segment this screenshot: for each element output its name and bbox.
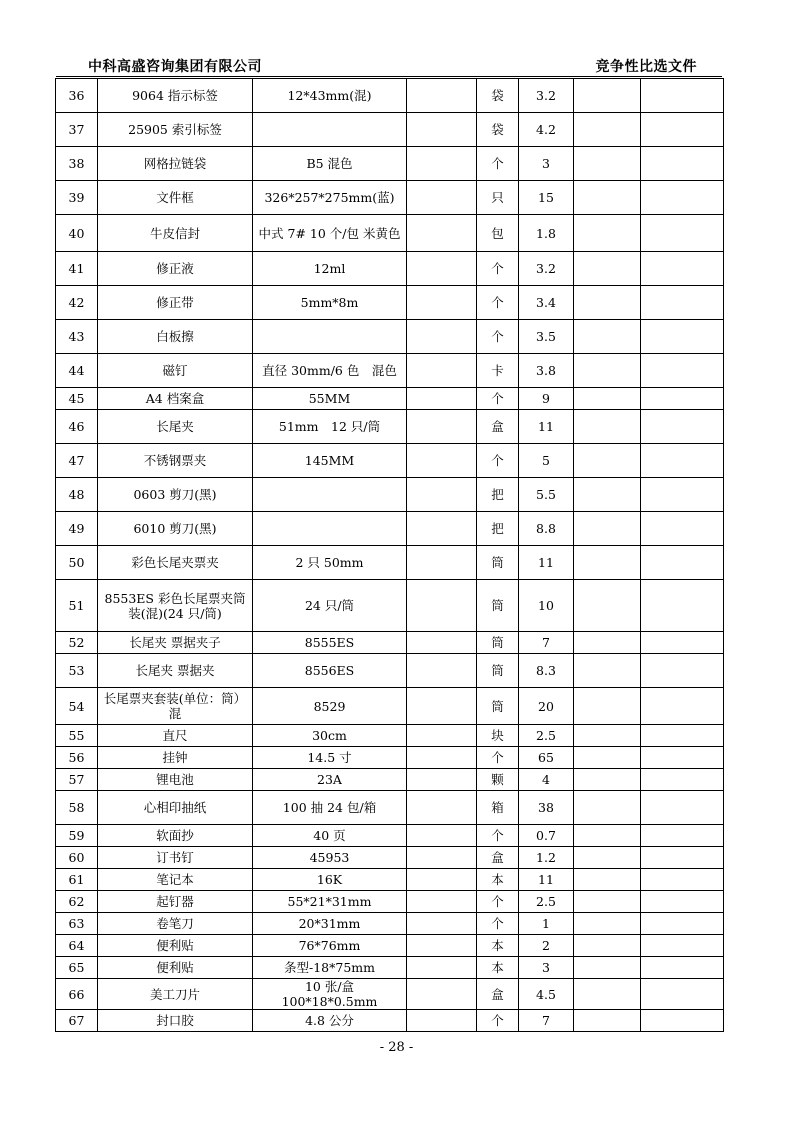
blank-cell [574, 688, 641, 725]
blank-cell [407, 847, 477, 869]
document-type: 竞争性比选文件 [595, 59, 697, 75]
blank-cell [574, 979, 641, 1010]
item-spec: 直径 30mm/6 色 混色 [253, 354, 407, 388]
row-number: 60 [56, 847, 98, 869]
blank-cell [407, 79, 477, 113]
item-quantity: 65 [519, 747, 574, 769]
item-unit: 把 [477, 512, 519, 546]
item-unit: 个 [477, 147, 519, 181]
table-row [56, 354, 724, 388]
item-quantity: 3.2 [519, 79, 574, 113]
blank-cell [407, 444, 477, 478]
item-spec: 12ml [253, 252, 407, 286]
item-quantity: 8.8 [519, 512, 574, 546]
blank-cell [641, 546, 724, 580]
blank-cell [407, 769, 477, 791]
table-row [56, 546, 724, 580]
table-row [56, 286, 724, 320]
blank-cell [407, 725, 477, 747]
row-number: 48 [56, 478, 98, 512]
item-name: 8553ES 彩色长尾票夹筒装(混)(24 只/筒) [98, 580, 253, 632]
item-spec: 100 抽 24 包/箱 [253, 791, 407, 825]
item-spec: 14.5 寸 [253, 747, 407, 769]
item-name: 长尾夹 票据夹 [98, 654, 253, 688]
item-quantity: 3 [519, 957, 574, 979]
blank-cell [641, 725, 724, 747]
row-number: 59 [56, 825, 98, 847]
blank-cell [574, 478, 641, 512]
item-unit: 个 [477, 891, 519, 913]
table-row [56, 580, 724, 632]
blank-cell [407, 791, 477, 825]
table-row [56, 869, 724, 891]
table-row [56, 725, 724, 747]
item-spec: 24 只/筒 [253, 580, 407, 632]
item-unit: 个 [477, 825, 519, 847]
item-spec [253, 512, 407, 546]
blank-cell [574, 546, 641, 580]
item-quantity: 3.4 [519, 286, 574, 320]
blank-cell [574, 1010, 641, 1032]
item-name: 25905 索引标签 [98, 113, 253, 147]
blank-cell [641, 979, 724, 1010]
item-quantity: 3 [519, 147, 574, 181]
blank-cell [574, 286, 641, 320]
blank-cell [407, 1010, 477, 1032]
table-row [56, 825, 724, 847]
blank-cell [574, 791, 641, 825]
item-unit: 颗 [477, 769, 519, 791]
item-spec: 12*43mm(混) [253, 79, 407, 113]
item-spec: 76*76mm [253, 935, 407, 957]
blank-cell [407, 580, 477, 632]
item-quantity: 20 [519, 688, 574, 725]
item-name: 挂钟 [98, 747, 253, 769]
blank-cell [574, 354, 641, 388]
table-row [56, 913, 724, 935]
table-row [56, 388, 724, 410]
item-unit: 盒 [477, 979, 519, 1010]
item-name: 便利贴 [98, 957, 253, 979]
table-row [56, 1010, 724, 1032]
header-rule [56, 76, 722, 77]
item-spec: 条型-18*75mm [253, 957, 407, 979]
row-number: 65 [56, 957, 98, 979]
blank-cell [641, 891, 724, 913]
table-row [56, 747, 724, 769]
blank-cell [641, 847, 724, 869]
blank-cell [641, 935, 724, 957]
blank-cell [641, 747, 724, 769]
item-spec [253, 320, 407, 354]
item-name: 长尾夹 票据夹子 [98, 632, 253, 654]
item-unit: 袋 [477, 79, 519, 113]
blank-cell [407, 512, 477, 546]
page-header [88, 56, 697, 76]
item-quantity: 11 [519, 869, 574, 891]
item-unit: 个 [477, 286, 519, 320]
item-name: 封口胶 [98, 1010, 253, 1032]
blank-cell [407, 181, 477, 215]
blank-cell [641, 181, 724, 215]
blank-cell [641, 825, 724, 847]
row-number: 36 [56, 79, 98, 113]
blank-cell [641, 632, 724, 654]
blank-cell [641, 113, 724, 147]
table-row [56, 512, 724, 546]
item-name: 软面抄 [98, 825, 253, 847]
blank-cell [574, 654, 641, 688]
item-quantity: 4 [519, 769, 574, 791]
item-name: 订书钉 [98, 847, 253, 869]
item-name: 长尾夹 [98, 410, 253, 444]
blank-cell [641, 869, 724, 891]
blank-cell [641, 388, 724, 410]
row-number: 58 [56, 791, 98, 825]
blank-cell [641, 791, 724, 825]
item-unit: 本 [477, 935, 519, 957]
item-unit: 箱 [477, 791, 519, 825]
item-spec: 40 页 [253, 825, 407, 847]
item-spec: 23A [253, 769, 407, 791]
blank-cell [641, 147, 724, 181]
item-quantity: 7 [519, 632, 574, 654]
blank-cell [574, 747, 641, 769]
table-row [56, 847, 724, 869]
item-quantity: 2.5 [519, 891, 574, 913]
item-quantity: 4.5 [519, 979, 574, 1010]
blank-cell [574, 410, 641, 444]
item-unit: 只 [477, 181, 519, 215]
row-number: 49 [56, 512, 98, 546]
item-spec: 8529 [253, 688, 407, 725]
item-unit: 个 [477, 913, 519, 935]
row-number: 46 [56, 410, 98, 444]
row-number: 47 [56, 444, 98, 478]
item-spec: 4.8 公分 [253, 1010, 407, 1032]
table-row [56, 252, 724, 286]
row-number: 62 [56, 891, 98, 913]
item-spec: 8556ES [253, 654, 407, 688]
blank-cell [641, 688, 724, 725]
item-name: 卷笔刀 [98, 913, 253, 935]
item-name: 不锈钢票夹 [98, 444, 253, 478]
item-quantity: 3.8 [519, 354, 574, 388]
row-number: 38 [56, 147, 98, 181]
item-name: 美工刀片 [98, 979, 253, 1010]
item-spec: 55*21*31mm [253, 891, 407, 913]
item-quantity: 9 [519, 388, 574, 410]
table-row [56, 215, 724, 252]
item-unit: 筒 [477, 632, 519, 654]
blank-cell [407, 957, 477, 979]
blank-cell [574, 869, 641, 891]
item-unit: 筒 [477, 654, 519, 688]
blank-cell [641, 769, 724, 791]
item-name: 直尺 [98, 725, 253, 747]
blank-cell [574, 512, 641, 546]
item-spec: 20*31mm [253, 913, 407, 935]
blank-cell [407, 286, 477, 320]
item-name: 网格拉链袋 [98, 147, 253, 181]
item-quantity: 1 [519, 913, 574, 935]
row-number: 40 [56, 215, 98, 252]
item-unit: 个 [477, 747, 519, 769]
item-spec: B5 混色 [253, 147, 407, 181]
blank-cell [574, 957, 641, 979]
row-number: 64 [56, 935, 98, 957]
item-quantity: 11 [519, 410, 574, 444]
item-unit: 筒 [477, 580, 519, 632]
item-unit: 筒 [477, 546, 519, 580]
blank-cell [574, 769, 641, 791]
table-row [56, 181, 724, 215]
blank-cell [574, 215, 641, 252]
item-name: 长尾票夹套装(单位：筒）混 [98, 688, 253, 725]
row-number: 43 [56, 320, 98, 354]
blank-cell [641, 215, 724, 252]
table-row [56, 444, 724, 478]
row-number: 41 [56, 252, 98, 286]
blank-cell [641, 354, 724, 388]
blank-cell [641, 654, 724, 688]
item-unit: 本 [477, 957, 519, 979]
blank-cell [641, 444, 724, 478]
table-row [56, 410, 724, 444]
blank-cell [407, 935, 477, 957]
blank-cell [407, 869, 477, 891]
row-number: 57 [56, 769, 98, 791]
item-unit: 个 [477, 252, 519, 286]
blank-cell [641, 957, 724, 979]
item-name: 心相印抽纸 [98, 791, 253, 825]
blank-cell [574, 891, 641, 913]
blank-cell [574, 388, 641, 410]
row-number: 63 [56, 913, 98, 935]
item-quantity: 8.3 [519, 654, 574, 688]
item-spec: 5mm*8m [253, 286, 407, 320]
blank-cell [407, 979, 477, 1010]
item-spec [253, 478, 407, 512]
page-number: - 28 - [379, 1040, 414, 1055]
table-row [56, 654, 724, 688]
item-quantity: 0.7 [519, 825, 574, 847]
blank-cell [407, 891, 477, 913]
blank-cell [407, 825, 477, 847]
blank-cell [641, 478, 724, 512]
item-spec: 45953 [253, 847, 407, 869]
blank-cell [407, 215, 477, 252]
item-name: 牛皮信封 [98, 215, 253, 252]
blank-cell [641, 512, 724, 546]
table-row [56, 791, 724, 825]
item-name: 起钉器 [98, 891, 253, 913]
item-spec: 2 只 50mm [253, 546, 407, 580]
item-quantity: 15 [519, 181, 574, 215]
table-row [56, 147, 724, 181]
row-number: 52 [56, 632, 98, 654]
blank-cell [641, 580, 724, 632]
blank-cell [574, 444, 641, 478]
blank-cell [574, 632, 641, 654]
item-unit: 把 [477, 478, 519, 512]
blank-cell [407, 688, 477, 725]
item-name: 笔记本 [98, 869, 253, 891]
blank-cell [574, 847, 641, 869]
item-unit: 本 [477, 869, 519, 891]
item-name: 9064 指示标签 [98, 79, 253, 113]
blank-cell [574, 113, 641, 147]
blank-cell [574, 825, 641, 847]
blank-cell [641, 913, 724, 935]
item-spec: 30cm [253, 725, 407, 747]
item-spec: 10 张/盒 100*18*0.5mm [253, 979, 407, 1010]
blank-cell [574, 147, 641, 181]
item-quantity: 7 [519, 1010, 574, 1032]
row-number: 54 [56, 688, 98, 725]
blank-cell [641, 410, 724, 444]
blank-cell [574, 320, 641, 354]
item-spec: 16K [253, 869, 407, 891]
item-quantity: 3.2 [519, 252, 574, 286]
item-name: 0603 剪刀(黑) [98, 478, 253, 512]
item-spec: 55MM [253, 388, 407, 410]
row-number: 42 [56, 286, 98, 320]
blank-cell [407, 354, 477, 388]
item-quantity: 10 [519, 580, 574, 632]
blank-cell [641, 252, 724, 286]
item-quantity: 4.2 [519, 113, 574, 147]
blank-cell [407, 546, 477, 580]
item-unit: 盒 [477, 847, 519, 869]
row-number: 67 [56, 1010, 98, 1032]
row-number: 51 [56, 580, 98, 632]
blank-cell [407, 320, 477, 354]
blank-cell [574, 580, 641, 632]
blank-cell [574, 913, 641, 935]
blank-cell [407, 478, 477, 512]
item-name: A4 档案盒 [98, 388, 253, 410]
item-unit: 筒 [477, 688, 519, 725]
blank-cell [407, 147, 477, 181]
table-row [56, 320, 724, 354]
blank-cell [574, 181, 641, 215]
items-table-body [56, 79, 724, 1032]
item-quantity: 1.8 [519, 215, 574, 252]
item-quantity: 3.5 [519, 320, 574, 354]
table-row [56, 935, 724, 957]
blank-cell [407, 388, 477, 410]
item-unit: 包 [477, 215, 519, 252]
table-row [56, 769, 724, 791]
row-number: 55 [56, 725, 98, 747]
blank-cell [641, 320, 724, 354]
item-unit: 个 [477, 320, 519, 354]
company-name: 中科高盛咨询集团有限公司 [88, 59, 262, 75]
item-spec: 145MM [253, 444, 407, 478]
item-unit: 块 [477, 725, 519, 747]
table-row [56, 979, 724, 1010]
item-quantity: 11 [519, 546, 574, 580]
blank-cell [407, 632, 477, 654]
item-quantity: 5 [519, 444, 574, 478]
row-number: 45 [56, 388, 98, 410]
row-number: 39 [56, 181, 98, 215]
item-name: 6010 剪刀(黑) [98, 512, 253, 546]
row-number: 61 [56, 869, 98, 891]
item-spec: 8555ES [253, 632, 407, 654]
blank-cell [407, 913, 477, 935]
table-row [56, 79, 724, 113]
blank-cell [641, 1010, 724, 1032]
row-number: 66 [56, 979, 98, 1010]
item-name: 修正液 [98, 252, 253, 286]
table-row [56, 478, 724, 512]
item-quantity: 2.5 [519, 725, 574, 747]
blank-cell [641, 286, 724, 320]
table-row [56, 891, 724, 913]
item-quantity: 5.5 [519, 478, 574, 512]
row-number: 37 [56, 113, 98, 147]
item-spec [253, 113, 407, 147]
row-number: 56 [56, 747, 98, 769]
item-spec: 51mm 12 只/筒 [253, 410, 407, 444]
blank-cell [641, 79, 724, 113]
item-unit: 个 [477, 444, 519, 478]
item-name: 文件框 [98, 181, 253, 215]
item-name: 磁钉 [98, 354, 253, 388]
blank-cell [407, 410, 477, 444]
row-number: 44 [56, 354, 98, 388]
item-quantity: 1.2 [519, 847, 574, 869]
item-name: 锂电池 [98, 769, 253, 791]
table-row [56, 688, 724, 725]
row-number: 50 [56, 546, 98, 580]
item-quantity: 2 [519, 935, 574, 957]
item-unit: 个 [477, 388, 519, 410]
blank-cell [407, 654, 477, 688]
table-row [56, 632, 724, 654]
table-row [56, 957, 724, 979]
blank-cell [407, 747, 477, 769]
blank-cell [407, 252, 477, 286]
item-spec: 中式 7# 10 个/包 米黄色 [253, 215, 407, 252]
row-number: 53 [56, 654, 98, 688]
item-unit: 卡 [477, 354, 519, 388]
item-unit: 个 [477, 1010, 519, 1032]
blank-cell [407, 113, 477, 147]
items-table [55, 78, 724, 1032]
blank-cell [574, 935, 641, 957]
item-quantity: 38 [519, 791, 574, 825]
item-name: 便利贴 [98, 935, 253, 957]
item-spec: 326*257*275mm(蓝) [253, 181, 407, 215]
item-unit: 袋 [477, 113, 519, 147]
blank-cell [574, 252, 641, 286]
table-row [56, 113, 724, 147]
item-unit: 盒 [477, 410, 519, 444]
blank-cell [574, 725, 641, 747]
blank-cell [574, 79, 641, 113]
item-name: 白板擦 [98, 320, 253, 354]
item-name: 彩色长尾夹票夹 [98, 546, 253, 580]
item-name: 修正带 [98, 286, 253, 320]
